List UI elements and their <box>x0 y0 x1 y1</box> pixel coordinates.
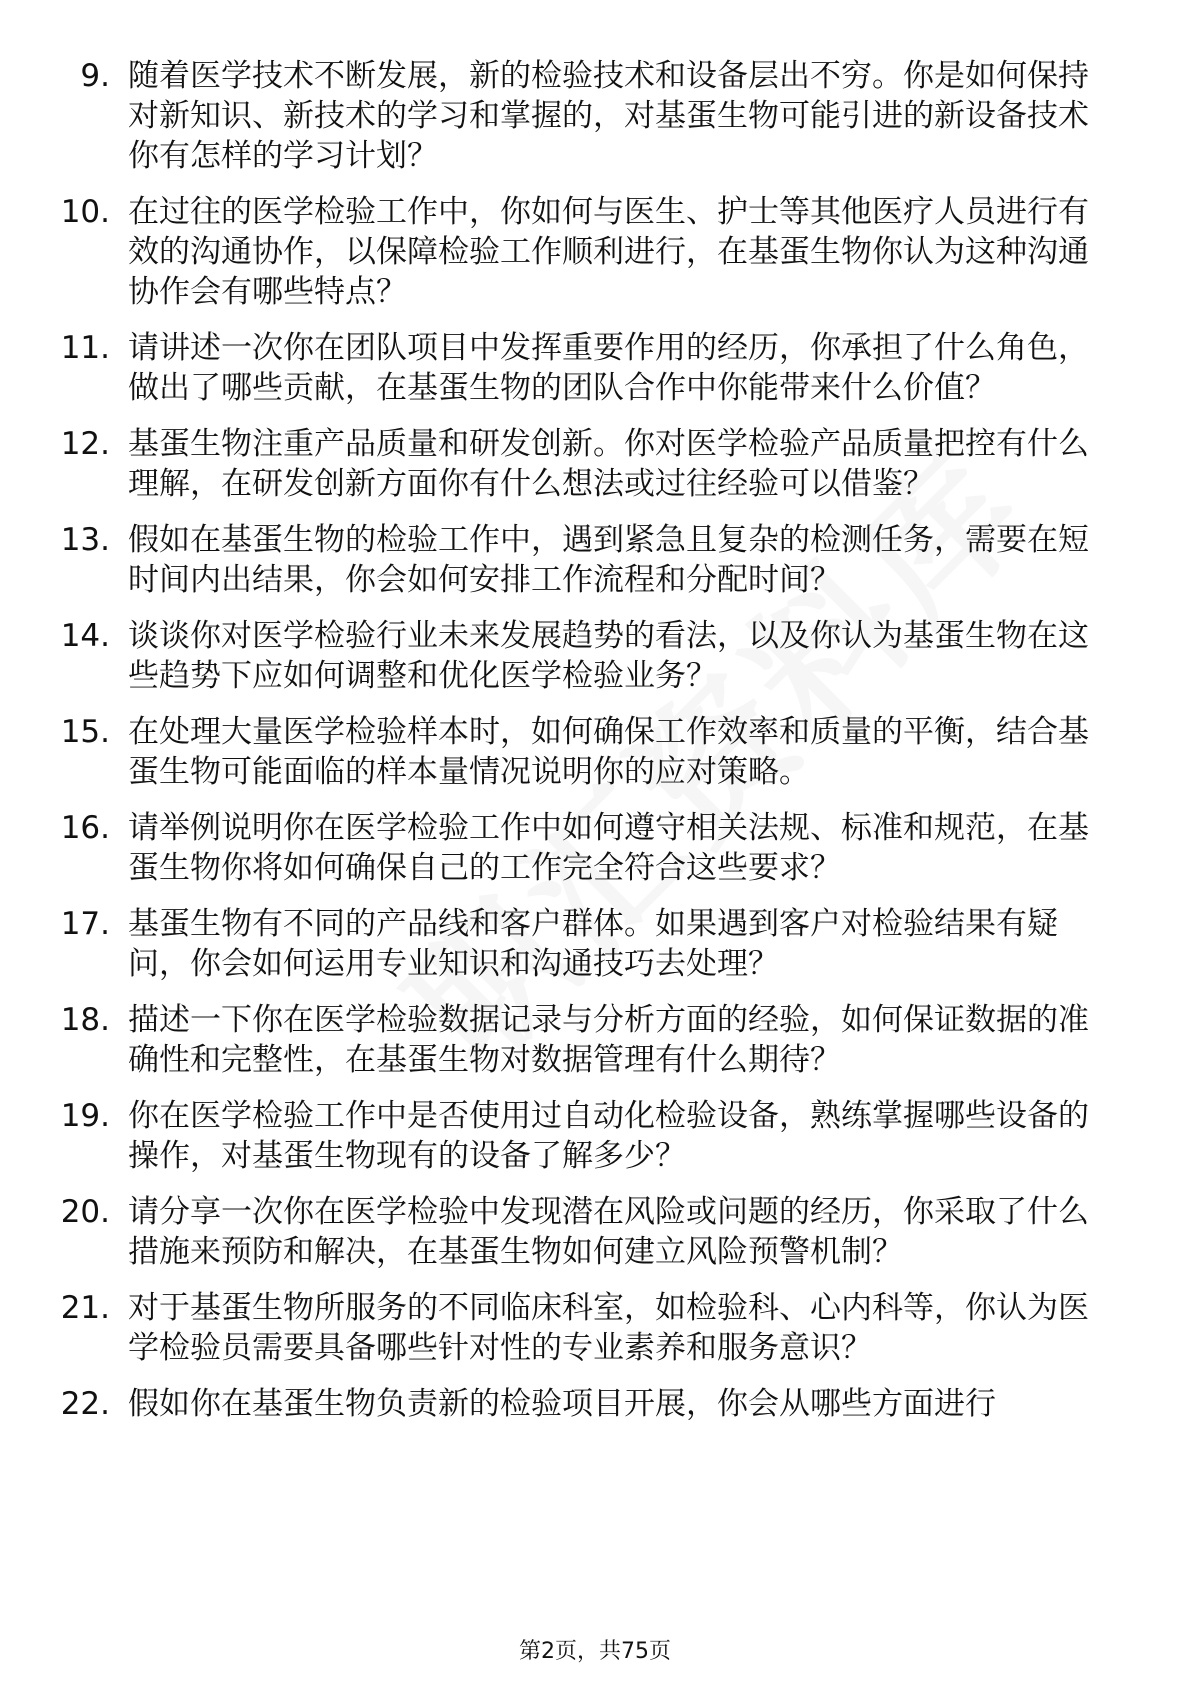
question-text: 描述一下你在医学检验数据记录与分析方面的经验，如何保证数据的准确性和完整性，在基蛋生物对数据管理有什么期待？ <box>128 1002 1089 1078</box>
question-text: 假如在基蛋生物的检验工作中，遇到紧急且复杂的检测任务，需要在短时间内出结果，你会如何安排工作流程和分配时间？ <box>128 522 1089 598</box>
question-text: 随着医学技术不断发展，新的检验技术和设备层出不穷。你是如何保持对新知识、新技术的学习和掌握的，对基蛋生物可能引进的新设备技术你有怎样的学习计划？ <box>128 58 1089 174</box>
question-number: 11. <box>60 330 110 366</box>
question-text: 请举例说明你在医学检验工作中如何遵守相关法规、标准和规范，在基蛋生物你将如何确保自己的工作完全符合这些要求？ <box>128 810 1089 886</box>
question-number: 10. <box>60 194 110 230</box>
question-list <box>0 56 1190 1440</box>
question-number: 12. <box>60 426 110 462</box>
question-text: 你在医学检验工作中是否使用过自动化检验设备，熟练掌握哪些设备的操作，对基蛋生物现有的设备了解多少？ <box>128 1098 1089 1174</box>
question-text: 请讲述一次你在团队项目中发挥重要作用的经历，你承担了什么角色，做出了哪些贡献，在基蛋生物的团队合作中你能带来什么价值？ <box>128 330 1089 406</box>
list-item <box>0 808 1190 888</box>
list-item <box>0 712 1190 792</box>
list-item <box>0 616 1190 696</box>
question-number: 14. <box>60 618 110 654</box>
question-number: 19. <box>60 1098 110 1134</box>
list-item <box>0 1000 1190 1080</box>
question-text: 基蛋生物有不同的产品线和客户群体。如果遇到客户对检验结果有疑问，你会如何运用专业知识和沟通技巧去处理？ <box>128 906 1058 982</box>
question-number: 20. <box>60 1194 110 1230</box>
question-text: 请分享一次你在医学检验中发现潜在风险或问题的经历，你采取了什么措施来预防和解决，在基蛋生物如何建立风险预警机制？ <box>128 1194 1089 1270</box>
question-text: 谈谈你对医学检验行业未来发展趋势的看法，以及你认为基蛋生物在这些趋势下应如何调整和优化医学检验业务？ <box>128 618 1089 694</box>
list-item <box>0 1096 1190 1176</box>
page-footer <box>0 1638 1190 1666</box>
question-number: 22. <box>60 1386 110 1422</box>
question-text: 假如你在基蛋生物负责新的检验项目开展，你会从哪些方面进行 <box>128 1386 996 1422</box>
list-item <box>0 1384 1190 1424</box>
question-text: 对于基蛋生物所服务的不同临床科室，如检验科、心内科等，你认为医学检验员需要具备哪些针对性的专业素养和服务意识？ <box>128 1290 1089 1366</box>
question-number: 18. <box>60 1002 110 1038</box>
question-number: 15. <box>60 714 110 750</box>
list-item <box>0 424 1190 504</box>
list-item <box>0 192 1190 312</box>
list-item <box>0 904 1190 984</box>
question-number: 16. <box>60 810 110 846</box>
question-text: 在处理大量医学检验样本时，如何确保工作效率和质量的平衡，结合基蛋生物可能面临的样本量情况说明你的应对策略。 <box>128 714 1089 790</box>
question-number: 9. <box>80 58 110 94</box>
question-number: 17. <box>60 906 110 942</box>
list-item <box>0 1288 1190 1368</box>
list-item <box>0 520 1190 600</box>
question-number: 13. <box>60 522 110 558</box>
list-item <box>0 328 1190 408</box>
list-item <box>0 56 1190 176</box>
list-item <box>0 1192 1190 1272</box>
question-text: 基蛋生物注重产品质量和研发创新。你对医学检验产品质量把控有什么理解，在研发创新方面你有什么想法或过往经验可以借鉴？ <box>128 426 1089 502</box>
question-text: 在过往的医学检验工作中，你如何与医生、护士等其他医疗人员进行有效的沟通协作，以保障检验工作顺利进行，在基蛋生物你认为这种沟通协作会有哪些特点？ <box>128 194 1089 310</box>
question-number: 21. <box>60 1290 110 1326</box>
page-number-label: 第2页，共75页 <box>519 1639 671 1664</box>
